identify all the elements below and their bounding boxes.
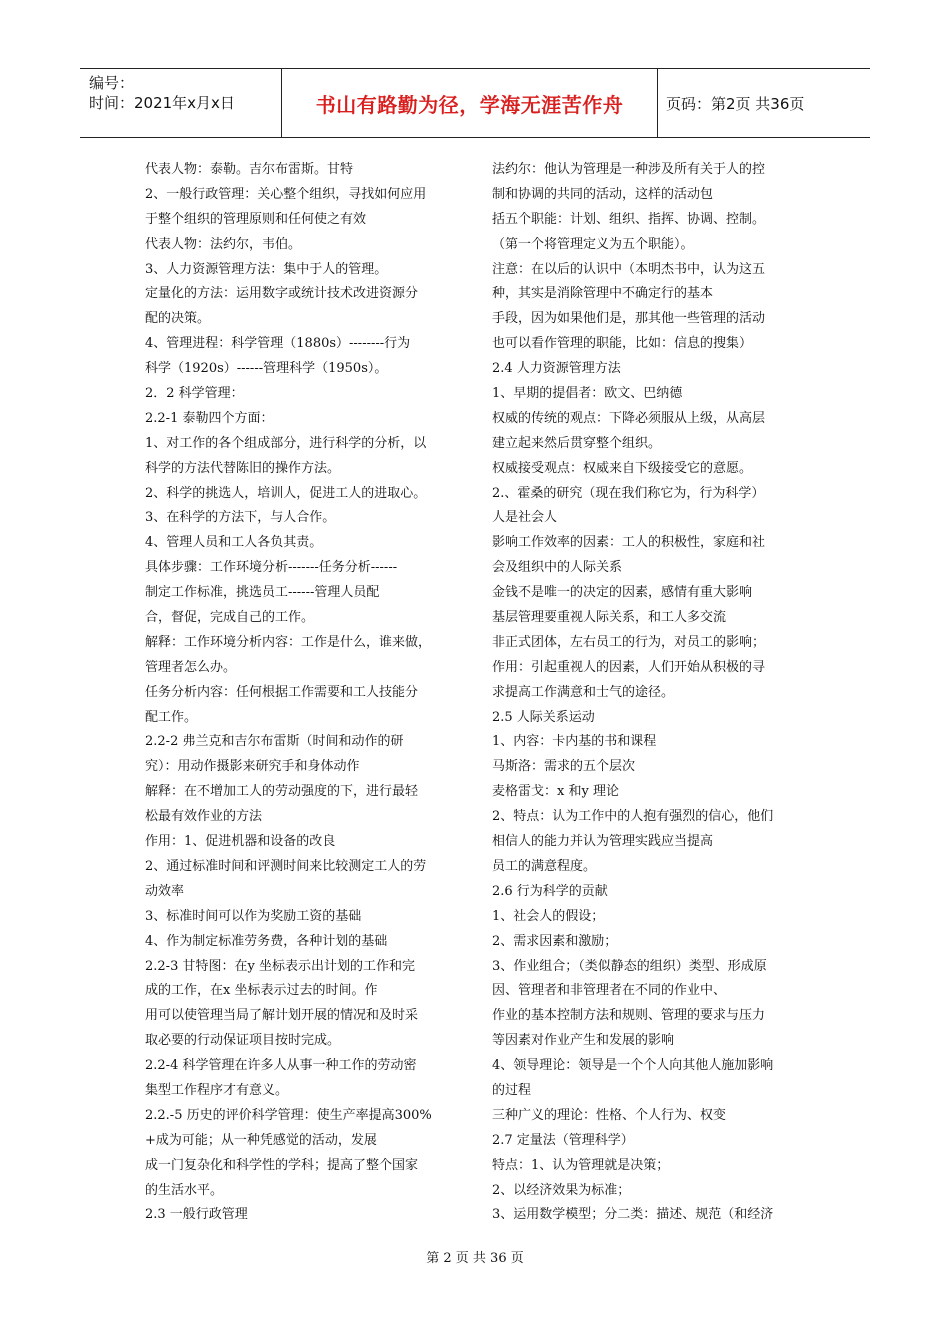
text-line: 2、需求因素和激励； xyxy=(492,933,618,949)
text-line: （第一个将管理定义为五个职能）。 xyxy=(492,236,694,252)
text-line: 也可以看作管理的职能，比如：信息的搜集） xyxy=(492,336,753,352)
text-line: 2.2-2 弗兰克和吉尔布雷斯（时间和动作的研 xyxy=(145,734,404,750)
text-line: 4、领导理论：领导是一个个人向其他人施加影响 xyxy=(492,1058,774,1074)
page-footer: 第 2 页 共 36 页 xyxy=(426,1251,524,1266)
text-line: 用可以使管理当局了解计划开展的情况和及时采 xyxy=(145,1008,419,1024)
text-line: 2、以经济效果为标准； xyxy=(492,1182,631,1198)
text-line: 2、科学的挑选人，培训人，促进工人的进取心。 xyxy=(145,485,427,501)
text-line: 1、内容：卡内基的书和课程 xyxy=(492,734,657,750)
text-line: 人是社会人 xyxy=(492,510,558,526)
text-line: 2、特点：认为工作中的人抱有强烈的信心，他们 xyxy=(492,809,774,825)
text-line: 究）：用动作摄影来研究手和身体动作 xyxy=(145,759,360,775)
text-line: 1、对工作的各个组成部分，进行科学的分析，以 xyxy=(145,435,427,451)
text-line: 的生活水平。 xyxy=(145,1182,224,1198)
text-line: 2、通过标准时间和评测时间来比较测定工人的劳 xyxy=(145,858,427,874)
text-line: 金钱不是唯一的决定的因素，感情有重大影响 xyxy=(492,585,753,601)
document-number-label: 编号： xyxy=(89,74,135,92)
text-line: 会及组织中的人际关系 xyxy=(492,560,623,576)
text-line: 制定工作标准，挑选员工------管理人员配 xyxy=(145,585,380,601)
text-line: 松最有效作业的方法 xyxy=(145,809,263,825)
text-line: 3、标准时间可以作为奖励工资的基础 xyxy=(145,908,362,924)
text-line: 具体步骤：工作环境分析-------任务分析------ xyxy=(145,560,398,576)
text-line: 2.6 行为科学的贡献 xyxy=(492,883,608,899)
text-line: 法约尔：他认为管理是一种涉及所有关于人的控 xyxy=(492,162,766,177)
text-line: 2.2.-5 历史的评价科学管理：使生产率提高300% xyxy=(145,1107,432,1123)
text-line: 2.7 定量法（管理科学） xyxy=(492,1132,634,1148)
text-line: 2、一般行政管理：关心整个组织，寻找如何应用 xyxy=(145,186,427,202)
text-line: 1、社会人的假设； xyxy=(492,908,605,924)
text-line: 2.3 一般行政管理 xyxy=(145,1207,248,1223)
text-line: 的过程 xyxy=(492,1082,532,1098)
text-line: 员工的满意程度。 xyxy=(492,858,597,874)
text-line: 基层管理要重视人际关系，和工人多交流 xyxy=(492,610,727,626)
text-line: 4、作为制定标准劳务费，各种计划的基础 xyxy=(145,933,388,949)
text-line: 集型工作程序才有意义。 xyxy=(145,1082,289,1098)
text-line: 非正式团体，左右员工的行为，对员工的影响； xyxy=(492,634,766,650)
document-time-label: 时间：2021年x月x日 xyxy=(89,94,235,112)
text-line: 解释：在不增加工人的劳动强度的下，进行最轻 xyxy=(145,784,419,800)
page-header xyxy=(80,68,870,138)
text-line: 注意：在以后的认识中（本明杰书中，认为这五 xyxy=(492,261,766,277)
text-line: 特点：1、认为管理就是决策； xyxy=(492,1157,670,1173)
text-line: 3、作业组合；（类似静态的组织）类型、形成原 xyxy=(492,958,767,974)
header-page-number: 页码：第2页 共36页 xyxy=(666,94,805,113)
text-line: 作业的基本控制方法和规则、管理的要求与压力 xyxy=(492,1008,766,1024)
left-text-column xyxy=(145,158,465,1228)
text-line: 取必要的行动保证项目按时完成。 xyxy=(145,1033,341,1049)
text-line: 制和协调的共同的活动，这样的活动包 xyxy=(492,186,714,202)
header-motto: 书山有路勤为径，学海无涯苦作舟 xyxy=(282,69,658,137)
text-line: 建立起来然后贯穿整个组织。 xyxy=(492,435,662,451)
text-line: 1、早期的提倡者：欧文、巴纳德 xyxy=(492,386,683,402)
text-line: 代表人物：泰勒。吉尔布雷斯。甘特 xyxy=(145,162,354,177)
text-line: 作用：1、促进机器和设备的改良 xyxy=(145,834,336,850)
text-line: 2.4 人力资源管理方法 xyxy=(492,361,621,377)
text-line: 相信人的能力并认为管理实践应当提高 xyxy=(492,834,714,850)
text-line: 麦格雷戈：x 和y 理论 xyxy=(492,784,619,800)
text-line: 科学（1920s）------管理科学（1950s）。 xyxy=(145,361,388,377)
header-meta xyxy=(80,69,282,137)
text-line: 2.5 人际关系运动 xyxy=(492,709,595,725)
text-line: 任务分析内容：任何根据工作需要和工人技能分 xyxy=(145,684,419,700)
text-line: 求提高工作满意和士气的途径。 xyxy=(492,684,675,700)
text-line: 管理者怎么办。 xyxy=(145,659,237,675)
text-line: 科学的方法代替陈旧的操作方法。 xyxy=(145,460,341,476)
text-line: 权威接受观点：权威来自下级接受它的意愿。 xyxy=(492,460,753,476)
text-line: 等因素对作业产生和发展的影响 xyxy=(492,1033,675,1049)
text-line: 代表人物：法约尔，韦伯。 xyxy=(145,236,302,252)
text-line: 2.2-4 科学管理在许多人从事一种工作的劳动密 xyxy=(145,1058,417,1074)
text-line: 3、在科学的方法下，与人合作。 xyxy=(145,510,336,526)
text-line: 3、人力资源管理方法：集中于人的管理。 xyxy=(145,261,388,277)
text-line: 3、运用数学模型；分二类：描述、规范（和经济 xyxy=(492,1207,774,1223)
text-line: 合，督促，完成自己的工作。 xyxy=(145,610,315,626)
text-line: 括五个职能：计划、组织、指挥、协调、控制。 xyxy=(492,211,766,227)
right-text-column xyxy=(492,158,812,1228)
text-line: 配的决策。 xyxy=(145,311,211,327)
text-line: 种，其实是消除管理中不确定行的基本 xyxy=(492,286,714,302)
text-line: +成为可能；从一种凭感觉的活动，发展 xyxy=(145,1132,377,1148)
text-line: 4、管理进程：科学管理（1880s）--------行为 xyxy=(145,336,411,352)
text-line: 2.2-1 泰勒四个方面： xyxy=(145,410,274,426)
text-line: 权威的传统的观点：下降必须服从上级，从高层 xyxy=(492,410,766,426)
text-line: 成一门复杂化和科学性的学科；提高了整个国家 xyxy=(145,1157,419,1173)
text-line: 三种广义的理论：性格、个人行为、权变 xyxy=(492,1107,727,1123)
text-line: 2.、霍桑的研究（现在我们称它为，行为科学） xyxy=(492,485,765,501)
text-line: 马斯洛：需求的五个层次 xyxy=(492,759,636,775)
text-line: 成的工作，在x 坐标表示过去的时间。作 xyxy=(145,983,378,999)
text-line: 4、管理人员和工人各负其责。 xyxy=(145,535,323,551)
text-line: 解释：工作环境分析内容：工作是什么，谁来做， xyxy=(145,634,432,650)
text-line: 2.2-3 甘特图：在y 坐标表示出计划的工作和完 xyxy=(145,958,415,974)
text-line: 配工作。 xyxy=(145,709,198,725)
text-line: 手段，因为如果他们是，那其他一些管理的活动 xyxy=(492,311,766,327)
text-line: 2．2 科学管理： xyxy=(145,386,244,402)
text-line: 定量化的方法：运用数字或统计技术改进资源分 xyxy=(145,286,419,302)
text-line: 于整个组织的管理原则和任何使之有效 xyxy=(145,211,367,227)
text-line: 影响工作效率的因素：工人的积极性，家庭和社 xyxy=(492,535,766,551)
text-line: 因、管理者和非管理者在不同的作业中、 xyxy=(492,983,727,999)
text-line: 动效率 xyxy=(145,883,185,899)
text-line: 作用：引起重视人的因素，人们开始从积极的寻 xyxy=(492,659,766,675)
